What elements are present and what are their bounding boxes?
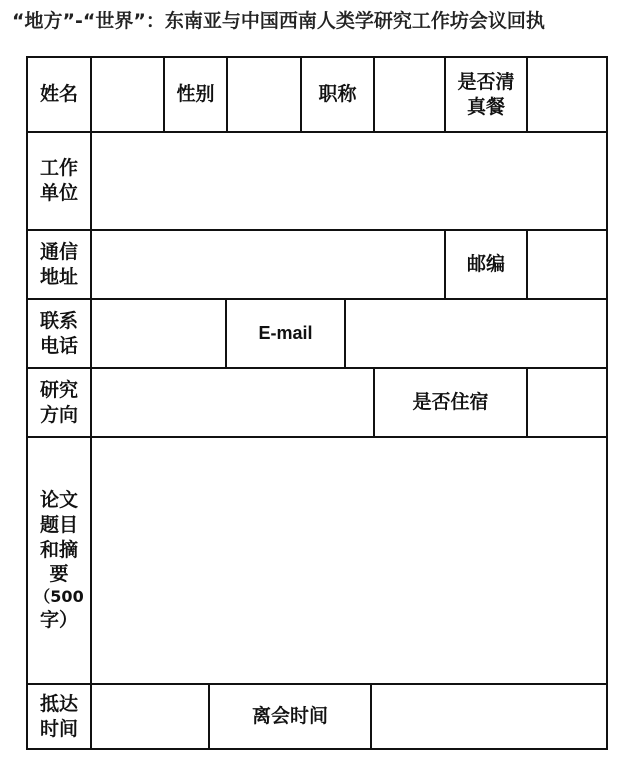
title-label: 职称 [318,82,357,105]
registration-form [26,56,608,750]
gender-label: 性别 [176,82,215,105]
gender-field[interactable] [228,58,300,131]
postcode-field[interactable] [528,231,606,298]
departure-time-label: 离会时间 [251,704,328,727]
name-field[interactable] [92,58,163,131]
address-label: 通信 地址 [39,240,78,288]
title-field[interactable] [375,58,444,131]
research-direction-field[interactable] [92,369,373,436]
work-unit-field[interactable] [92,133,606,229]
phone-label: 联系 电话 [39,309,78,357]
phone-field[interactable] [92,300,225,367]
research-direction-label: 研究 方向 [39,378,78,426]
abstract-label: 论文 题目 和摘 要 （500 字） [34,489,84,631]
departure-time-field[interactable] [372,685,606,748]
lodging-label: 是否住宿 [412,390,489,413]
page-title: “地方”-“世界”：东南亚与中国西南人类学研究工作坊会议回执 [12,10,545,32]
halal-meal-field[interactable] [528,58,606,131]
work-unit-label: 工作 单位 [39,157,78,204]
address-field[interactable] [92,231,444,298]
abstract-field[interactable] [92,438,606,683]
postcode-label: 邮编 [466,252,505,275]
email-field[interactable] [346,300,606,367]
arrival-time-field[interactable] [92,685,208,748]
email-label: E-mail [258,323,313,344]
lodging-field[interactable] [528,369,606,436]
name-label: 姓名 [39,82,78,105]
arrival-time-label: 抵达 时间 [39,692,78,740]
halal-meal-label: 是否清 真餐 [457,70,515,118]
